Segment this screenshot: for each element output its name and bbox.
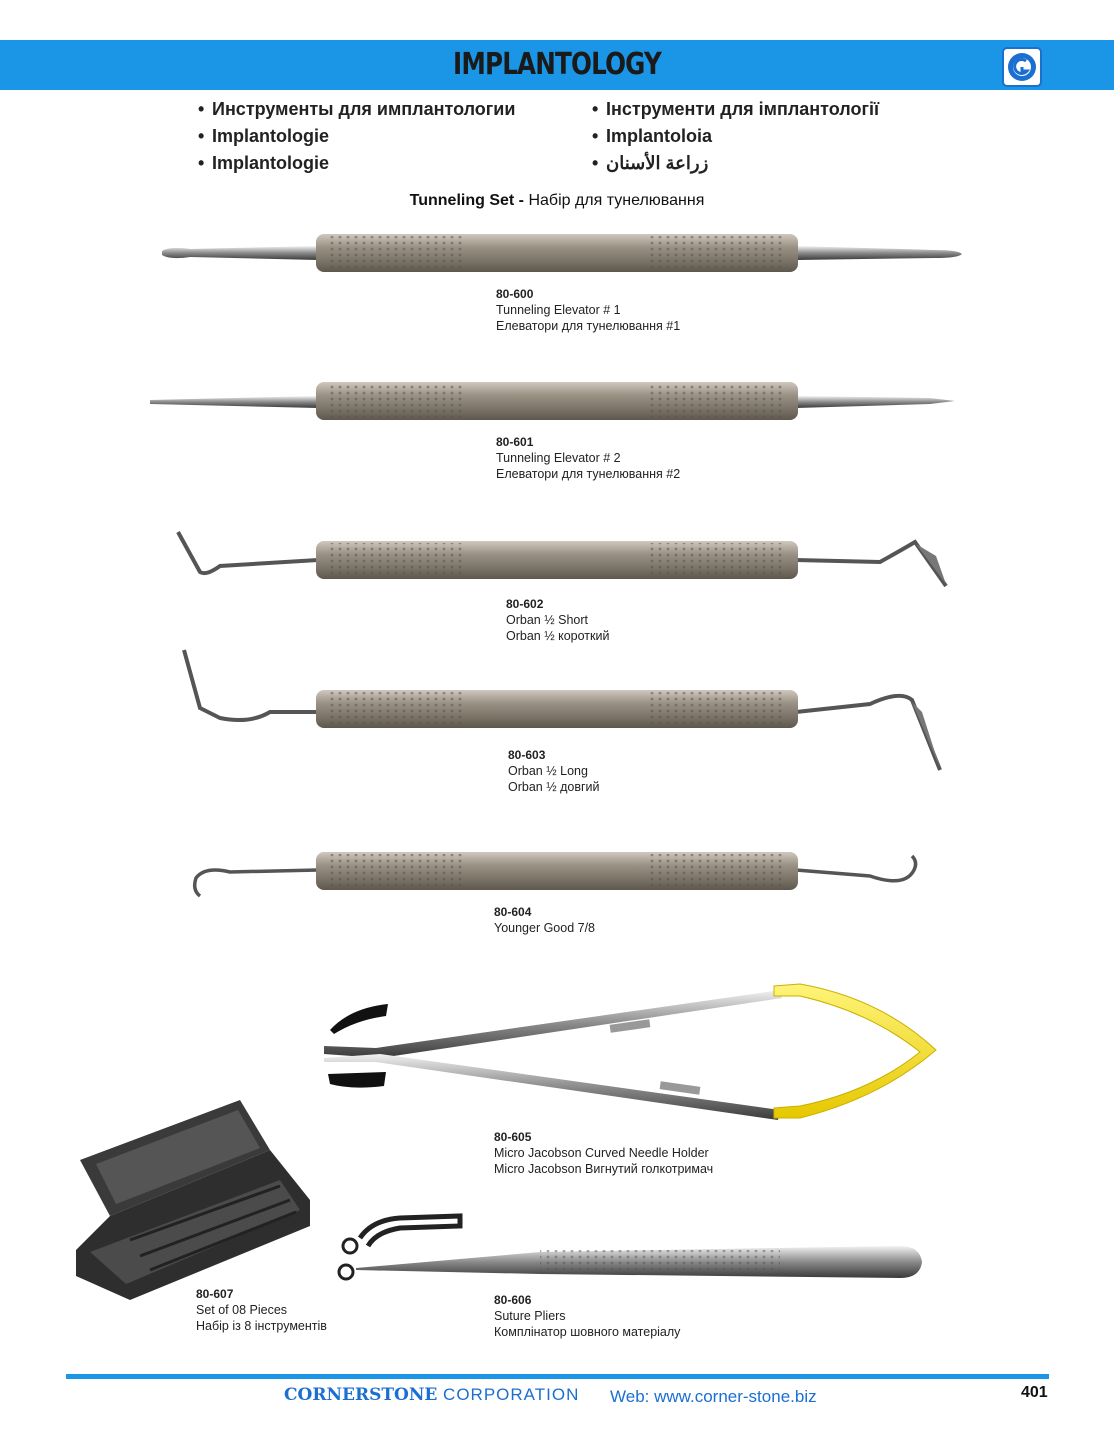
footer-rule (66, 1374, 1049, 1379)
page-title: IMPLANTOLOGY (453, 47, 661, 82)
section-title: Tunneling Set - Набір для тунелювання (409, 192, 705, 209)
orban-short-image (178, 532, 946, 586)
tunneling-elevator-1-image (162, 234, 962, 272)
language-item: • زراعة الأسنان (592, 153, 709, 173)
suture-pliers-image (339, 1216, 922, 1279)
footer-brand: CORNERSTONE CORPORATION (284, 1385, 580, 1405)
item-80-606: 80-606 Suture Pliers Комплінатор шовного матеріалу (494, 1293, 681, 1339)
language-item: • Инструменты для имплантологии (198, 99, 516, 119)
language-item: • Implantologie (198, 126, 329, 146)
item-80-603: 80-603 Orban ½ Long Orban ½ довгий (508, 748, 600, 794)
item-80-602: 80-602 Orban ½ Short Orban ½ короткий (506, 597, 610, 643)
younger-good-image (195, 852, 916, 896)
instrument-case-image (76, 1100, 310, 1300)
footer-website: Web: www.corner-stone.biz (610, 1387, 817, 1406)
item-80-607: 80-607 Set of 08 Pieces Набір із 8 інструментів (196, 1287, 327, 1333)
item-80-604: 80-604 Younger Good 7/8 (494, 905, 596, 935)
item-80-601: 80-601 Tunneling Elevator # 2 Елеватори для тунелювання #2 (496, 435, 681, 481)
language-item: • Implantologie (198, 153, 329, 173)
item-80-600: 80-600 Tunneling Elevator # 1 Елеватори для тунелювання #1 (496, 287, 681, 333)
needle-holder-image (324, 984, 936, 1120)
item-80-605: 80-605 Micro Jacobson Curved Needle Holder Micro Jacobson Вигнутий голкотримач (494, 1130, 714, 1176)
language-item: • Інструменти для імплантології (592, 99, 880, 119)
language-item: • Implantoloia (592, 126, 713, 146)
page-number: 401 (1021, 1384, 1048, 1401)
tunneling-elevator-2-image (150, 382, 955, 420)
